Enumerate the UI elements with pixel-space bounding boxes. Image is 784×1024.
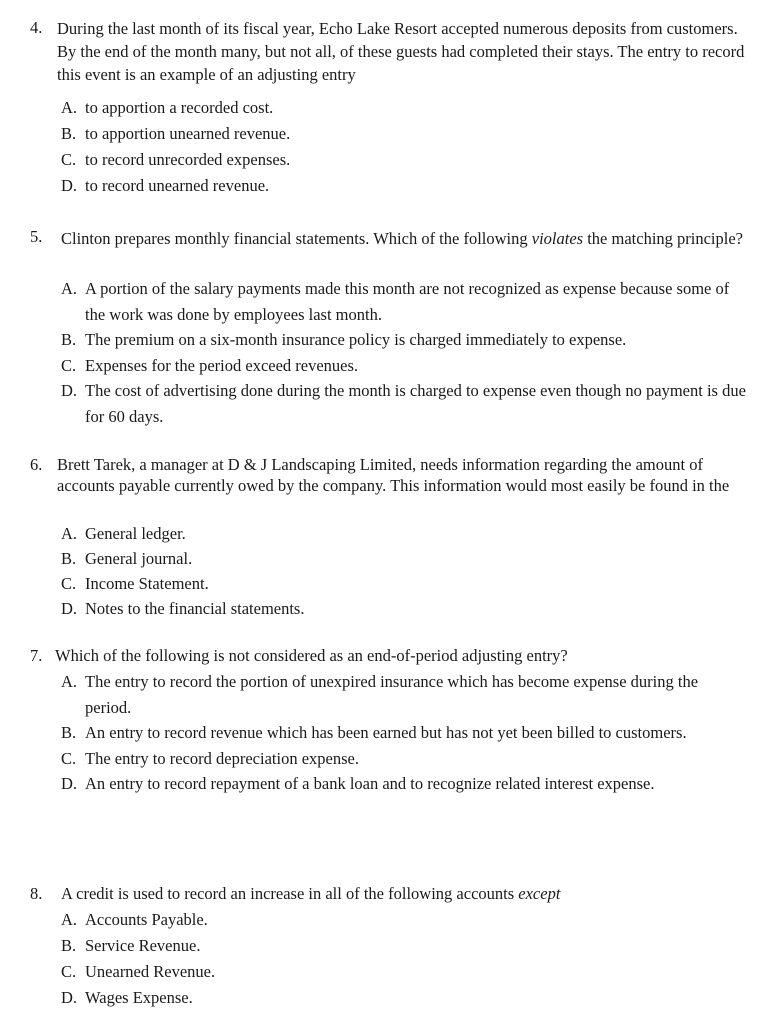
stem-emphasis: except <box>518 884 561 903</box>
stem-text: A credit is used to record an increase in all of the following accounts <box>61 884 519 903</box>
option-letter: A. <box>61 524 78 543</box>
option-a <box>61 521 751 546</box>
option-text: An entry to record repayment of a bank loan and to recognize related interest expense. <box>85 774 655 793</box>
option-text: The entry to record depreciation expense. <box>85 748 359 768</box>
option-c <box>61 746 751 772</box>
option-text: to apportion a recorded cost. <box>85 98 274 117</box>
question-number: 6. <box>30 455 43 474</box>
option-letter: D. <box>61 774 78 793</box>
option-letter: D. <box>61 381 78 400</box>
option-letter: B. <box>61 124 77 143</box>
option-text: General ledger. <box>85 524 186 543</box>
option-text: to record unearned revenue. <box>85 176 270 195</box>
question-number: 4. <box>30 18 43 37</box>
answer-options <box>61 276 751 429</box>
question-number: 8. <box>30 884 43 903</box>
option-letter: A. <box>61 98 78 117</box>
option-letter: C. <box>61 574 77 593</box>
option-letter: D. <box>61 599 78 618</box>
stem-text: the matching principle? <box>583 229 743 248</box>
option-letter: C. <box>61 355 77 375</box>
stem-emphasis: violates <box>531 229 584 248</box>
option-text: Income Statement. <box>85 574 209 593</box>
option-letter: B. <box>61 723 77 742</box>
option-letter: A. <box>61 672 78 691</box>
option-text: A portion of the salary payments made this month are not recognized as expense because some of the work was done by employees last month. <box>85 279 730 324</box>
option-c <box>61 353 751 379</box>
option-letter: A. <box>61 910 78 929</box>
answer-options <box>61 669 751 797</box>
option-b <box>61 720 751 746</box>
option-text: The premium on a six-month insurance policy is charged immediately to expense. <box>85 330 627 349</box>
option-letter: C. <box>61 150 77 169</box>
option-text: Accounts Payable. <box>85 910 208 929</box>
question-stem <box>61 226 751 251</box>
option-text: An entry to record revenue which has been earned but has not yet been billed to customers. <box>85 723 687 742</box>
option-letter: B. <box>61 936 77 955</box>
option-text: Wages Expense. <box>85 988 193 1007</box>
question-number: 5. <box>30 227 43 246</box>
answer-options <box>61 907 751 1011</box>
option-d <box>61 596 751 621</box>
option-a <box>61 95 751 121</box>
question-stem: During the last month of its fiscal year, Echo Lake Resort accepted numerous deposits from customers. By the end of the month many, but not all, of these guests had completed their stays. The entry to record this event is an example of an adjusting entry <box>57 19 745 84</box>
option-letter: C. <box>61 962 77 981</box>
stem-text: Clinton prepares monthly financial statements. Which of the following <box>61 229 532 248</box>
option-d <box>61 378 751 429</box>
option-text: The entry to record the portion of unexpired insurance which has become expense during the period. <box>85 672 699 717</box>
option-text: Unearned Revenue. <box>85 962 216 981</box>
option-text: Notes to the financial statements. <box>85 599 305 618</box>
option-d <box>61 173 751 199</box>
option-text: Expenses for the period exceed revenues. <box>85 355 359 375</box>
option-b <box>61 327 751 353</box>
option-b <box>61 546 751 571</box>
option-text: to apportion unearned revenue. <box>85 124 291 143</box>
option-text: to record unrecorded expenses. <box>85 150 291 169</box>
question-number: 7. <box>30 646 43 665</box>
option-b <box>61 121 751 147</box>
question-stem: Which of the following is not considered as an end-of-period adjusting entry? <box>55 646 568 665</box>
option-text: General journal. <box>85 549 193 568</box>
option-text: Service Revenue. <box>85 936 201 955</box>
option-letter: B. <box>61 330 77 349</box>
option-c <box>61 959 751 985</box>
answer-options <box>61 521 751 621</box>
option-d <box>61 771 751 797</box>
question-stem: Brett Tarek, a manager at D & J Landscaping Limited, needs information regarding the amount of accounts payable currently owed by the company. This information would most easily be found in the <box>57 455 730 495</box>
option-c <box>61 147 751 173</box>
option-letter: A. <box>61 279 78 298</box>
option-c <box>61 571 751 596</box>
option-letter: B. <box>61 549 77 568</box>
option-letter: D. <box>61 176 78 195</box>
option-d <box>61 985 751 1011</box>
option-letter: C. <box>61 748 77 768</box>
option-a <box>61 276 751 327</box>
question-stem <box>61 883 765 905</box>
option-a <box>61 669 751 720</box>
option-a <box>61 907 751 933</box>
option-letter: D. <box>61 988 78 1007</box>
option-b <box>61 933 751 959</box>
answer-options <box>61 95 751 199</box>
option-text: The cost of advertising done during the month is charged to expense even though no payment is due for 60 days. <box>85 381 746 426</box>
